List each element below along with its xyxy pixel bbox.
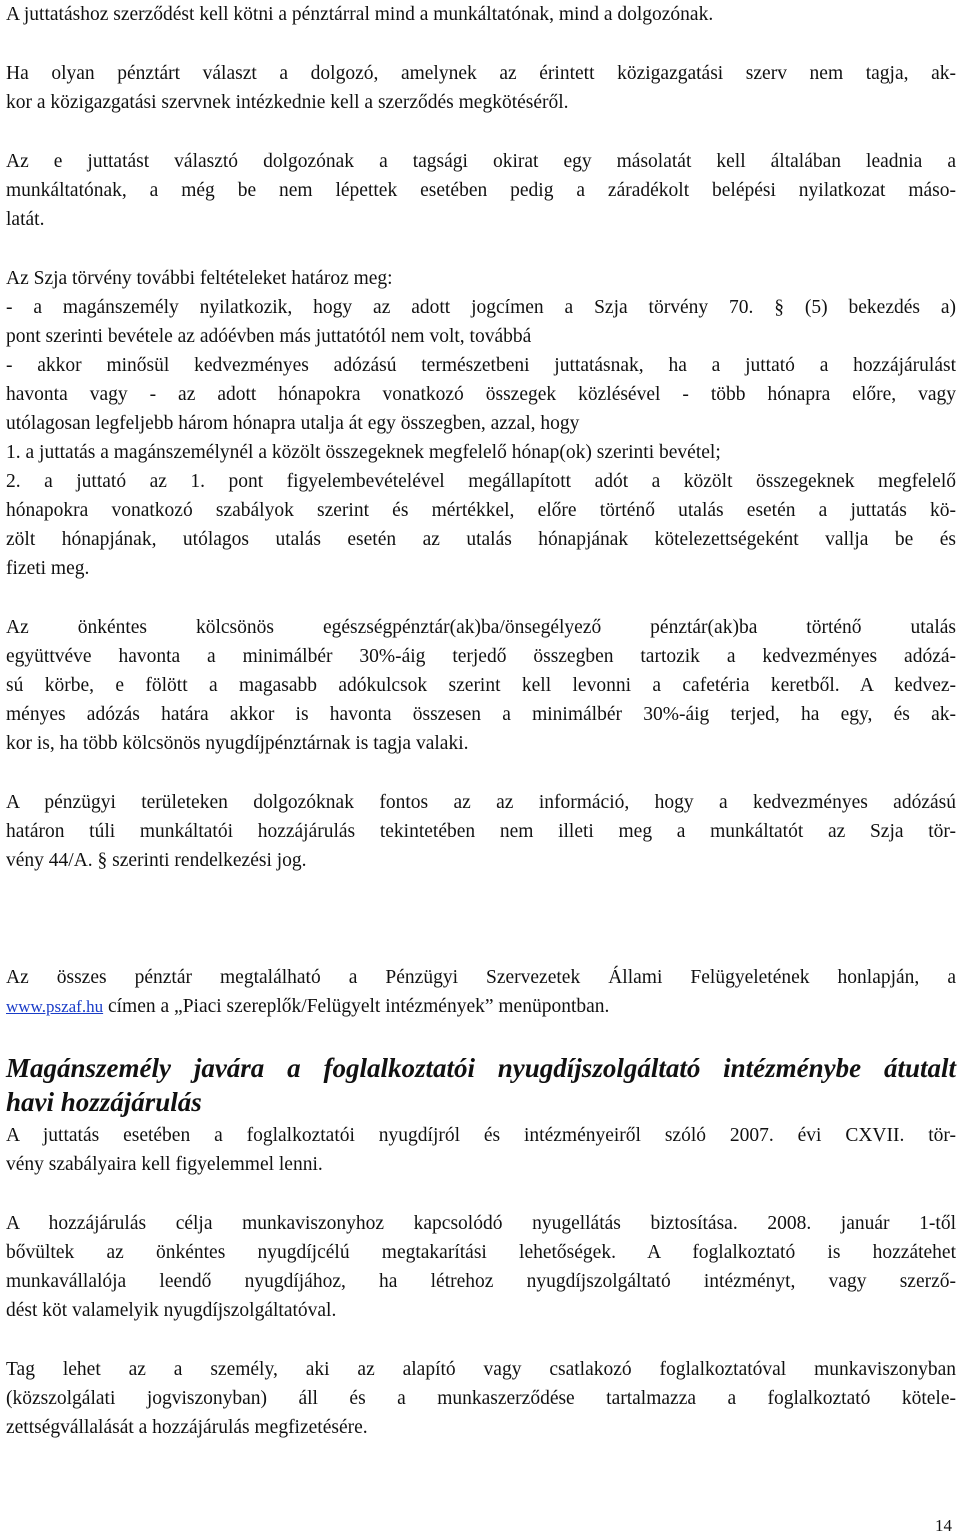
document-page — [6, 0, 956, 1442]
text-line: A juttatáshoz szerződést kell kötni a pénztárral mind a munkáltatónak, mind a dolgozónak. — [6, 4, 714, 25]
text-line: együttvéve havonta a minimálbér 30%-áig terjedő összegben tartozik a kedvezményes adózá- — [6, 646, 956, 667]
paragraph-membership — [6, 1355, 956, 1442]
text-line: Tag lehet az a személy, aki az alapító vagy csatlakozó foglalkoztatóval munkaviszonyban — [6, 1359, 956, 1380]
pszaf-link[interactable]: www.pszaf.hu — [6, 997, 104, 1016]
text-line: 2. a juttató az 1. pont figyelembevételével megállapított adót a közölt összegeknek megfelelő — [6, 471, 956, 492]
text-line: - a magánszemély nyilatkozik, hogy az adott jogcímen a Szja törvény 70. § (5) bekezdés a) — [6, 297, 956, 318]
text-fragment: címen a „Piaci szereplők/Felügyelt intézmények” menüpontban. — [103, 996, 610, 1017]
page-number: 14 — [935, 1516, 952, 1535]
section-heading — [6, 1051, 956, 1119]
text-line: munkáltatónak, a még be nem lépettek esetében pedig a záradékolt belépési nyilatkozat máso- — [6, 180, 956, 201]
text-line: - akkor minősül kedvezményes adózású természetbeni juttatásnak, ha a juttató a hozzájárulást — [6, 355, 956, 376]
paragraph-szja-conditions — [6, 264, 956, 583]
text-line: A hozzájárulás célja munkaviszonyhoz kapcsolódó nyugellátás biztosítása. 2008. január 1-től — [6, 1213, 956, 1234]
text-line: Az önkéntes kölcsönös egészségpénztár(ak)ba/önsegélyező pénztár(ak)ba történő utalás — [6, 617, 956, 638]
text-line: utólagosan legfeljebb három hónapra utalja át egy összegben, azzal, hogy — [6, 413, 580, 434]
paragraph-law-reference — [6, 1121, 956, 1179]
text-line: pont szerinti bevétele az adóévben más juttatótól nem volt, továbbá — [6, 326, 532, 347]
text-line: (közszolgálati jogviszonyban) áll és a munkaszerződése tartalmazza a foglalkoztató kötele- — [6, 1388, 956, 1409]
text-line: fizeti meg. — [6, 558, 90, 579]
paragraph-contribution-purpose — [6, 1209, 956, 1325]
heading-line: Magánszemély javára a foglalkoztatói nyugdíjszolgáltató intézménybe átutalt — [6, 1053, 956, 1083]
text-line: kor a közigazgatási szervnek intézkednie kell a szerződés megkötéséről. — [6, 92, 569, 113]
text-line: hónapokra vonatkozó szabályok szerint és mértékkel, előre történő utalás esetén a juttatás kö- — [6, 500, 956, 521]
text-line: vény 44/A. § szerinti rendelkezési jog. — [6, 850, 307, 871]
text-line: A juttatás esetében a foglalkoztatói nyugdíjról és intézményeiről szóló 2007. évi CXVII. tör- — [6, 1125, 956, 1146]
text-line: latát. — [6, 209, 45, 230]
text-line: kor is, ha több kölcsönös nyugdíjpénztárnak is tagja valaki. — [6, 733, 469, 754]
paragraph-pszaf — [6, 963, 956, 1021]
text-line: Az összes pénztár megtalálható a Pénzügyi Szervezetek Állami Felügyeletének honlapján, a — [6, 967, 956, 988]
paragraph-membership-document — [6, 147, 956, 234]
heading-line: havi hozzájárulás — [6, 1087, 202, 1117]
text-line: zölt hónapjának, utólagos utalás esetén az utalás hónapjának kötelezettségeként vallja be és — [6, 529, 956, 550]
text-line: határon túli munkáltatói hozzájárulás tekintetében nem illeti meg a munkáltatót az Szja tör- — [6, 821, 956, 842]
text-line: Az e juttatást választó dolgozónak a tagsági okirat egy másolatát kell általában leadnia a — [6, 151, 956, 172]
text-line: havonta vagy - az adott hónapokra vonatkozó összegek közlésével - több hónapra előre, vagy — [6, 384, 956, 405]
text-line: Ha olyan pénztárt választ a dolgozó, amelynek az érintett közigazgatási szerv nem tagja, ak- — [6, 63, 956, 84]
text-line: zettségvállalását a hozzájárulás megfizetésére. — [6, 1417, 368, 1438]
paragraph-health-fund — [6, 613, 956, 758]
text-line: dést köt valamelyik nyugdíjszolgáltatóval. — [6, 1300, 337, 1321]
paragraph-contract — [6, 0, 956, 29]
text-line: ményes adózás határa akkor is havonta összesen a minimálbér 30%-áig terjed, ha egy, és ak- — [6, 704, 956, 725]
text-line: sú körbe, e fölött a magasabb adókulcsok szerint kell levonni a cafetéria keretből. A kedvez- — [6, 675, 956, 696]
text-line: bővültek az önkéntes nyugdíjcélú megtakarítási lehetőségek. A foglalkoztató is hozzátehet — [6, 1242, 956, 1263]
text-line — [6, 992, 956, 1021]
text-line: A pénzügyi területeken dolgozóknak fontos az az információ, hogy a kedvezményes adózású — [6, 792, 956, 813]
text-line: munkavállalója leendő nyugdíjához, ha létrehoz nyugdíjszolgáltató intézményt, vagy szerző- — [6, 1271, 956, 1292]
paragraph-financial-sector — [6, 788, 956, 875]
paragraph-fund-choice — [6, 59, 956, 117]
text-line: 1. a juttatás a magánszemélynél a közölt összegeknek megfelelő hónap(ok) szerinti bevétel; — [6, 442, 721, 463]
text-line: vény szabályaira kell figyelemmel lenni. — [6, 1154, 323, 1175]
text-line: Az Szja törvény további feltételeket határoz meg: — [6, 268, 393, 289]
